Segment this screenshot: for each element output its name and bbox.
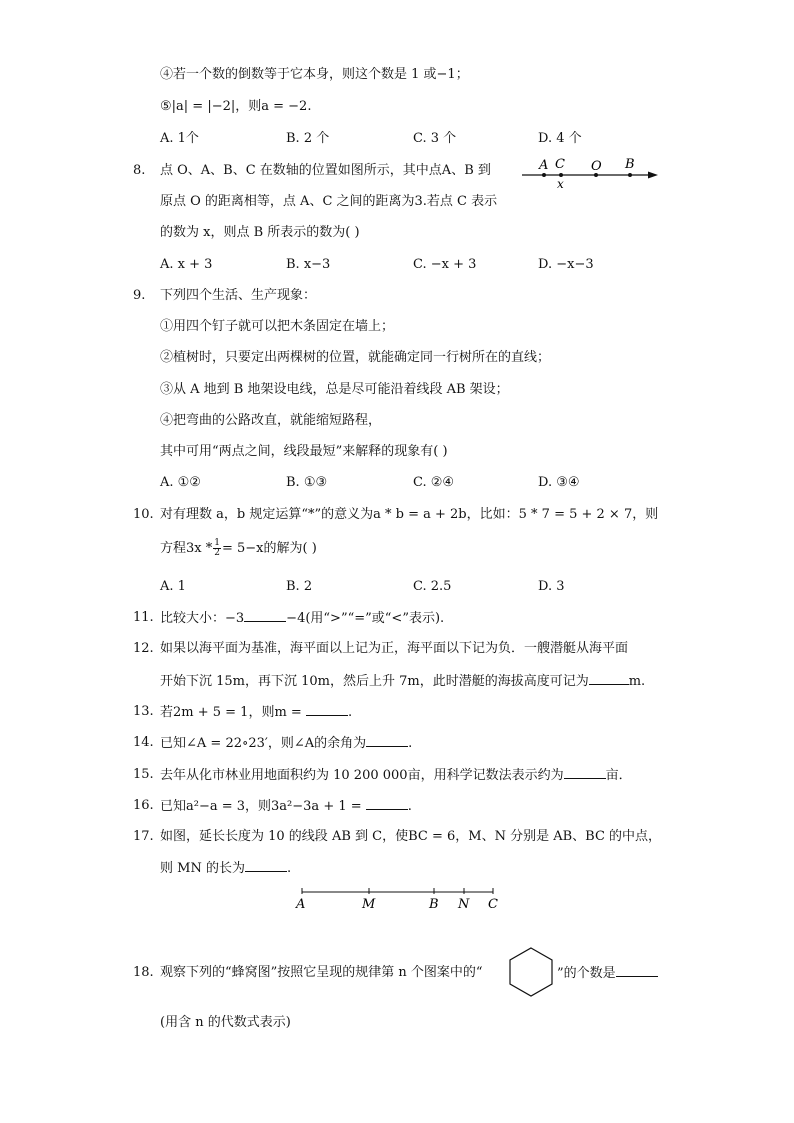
q12-text-line2 xyxy=(160,672,645,691)
q9-item-4: ④把弯曲的公路改直，就能缩短路程， xyxy=(160,413,382,428)
hexagon-icon xyxy=(508,946,554,998)
q16-answer-blank xyxy=(366,797,408,810)
q17-answer-blank xyxy=(245,859,287,872)
label-m: M xyxy=(362,897,376,912)
q17-text-pre: 则 MN 的长为 xyxy=(160,861,245,876)
point-a-dot xyxy=(542,173,546,177)
q10-equation-post: = 5−x的解为( ) xyxy=(221,541,317,556)
q7-option-c: C. 3 个 xyxy=(413,131,457,146)
q14-text xyxy=(160,734,412,753)
q12-text-pre: 开始下沉 15m，再下沉 10m，然后上升 7m，此时潜艇的海拔高度可记为 xyxy=(160,674,589,689)
q8-number: 8. xyxy=(133,163,146,178)
q17-text-line1: 如图，延长长度为 10 的线段 AB 到 C，使BC = 6，M、N 分别是 AB、BC 的中点， xyxy=(160,829,662,844)
q13-text xyxy=(160,703,352,722)
q18-text-pre: 观察下列的“蜂窝图”按照它呈现的规律第 n 个图案中的“ xyxy=(160,965,483,980)
fraction-numerator: 1 xyxy=(214,538,220,548)
q14-text-pre: 已知∠A = 22∘23′，则∠A的余角为 xyxy=(160,736,367,751)
q9-intro: 下列四个生活、生产现象： xyxy=(160,288,317,303)
q15-text xyxy=(160,766,632,785)
label-a: A xyxy=(539,158,549,173)
q9-item-1: ①用四个钉子就可以把木条固定在墙上； xyxy=(160,319,395,334)
q10-text-line1: 对有理数 a，b 规定运算“*”的意义为a * b = a + 2b，比如：5 * 7 = 5 + 2 × 7，则 xyxy=(160,507,659,522)
q14-number: 14. xyxy=(133,735,154,750)
q17-text-post: . xyxy=(286,861,292,876)
q12-number: 12. xyxy=(133,641,154,656)
label-n: N xyxy=(458,897,470,912)
q16-text xyxy=(160,797,412,816)
q18-note: (用含 n 的代数式表示) xyxy=(160,1015,291,1030)
q17-segment-figure xyxy=(290,880,505,914)
label-c: C xyxy=(555,157,565,172)
q16-text-pre: 已知a²−a = 3，则3a²−3a + 1 = xyxy=(160,799,362,814)
q8-option-a: A. x + 3 xyxy=(160,257,213,272)
q10-fraction xyxy=(213,539,221,558)
q13-answer-blank xyxy=(306,703,348,716)
q12-text-post: m. xyxy=(628,674,646,689)
q9-number: 9. xyxy=(133,288,146,303)
q18-text-post-label: ”的个数是 xyxy=(557,966,616,981)
q7-option-a: A. 1个 xyxy=(160,131,199,146)
q11-text-pre: 比较大小：−3 xyxy=(160,611,245,626)
q11-text-post: −4(用“>”“=”或“<”表示). xyxy=(286,611,445,626)
label-x: x xyxy=(557,177,564,191)
point-b-dot xyxy=(628,173,632,177)
q10-text-line2 xyxy=(160,537,317,561)
q8-option-d: D. −x−3 xyxy=(538,257,594,272)
q16-text-post: . xyxy=(407,799,412,814)
q9-option-d: D. ③④ xyxy=(538,475,580,490)
label-b: B xyxy=(625,157,635,172)
label-a: A xyxy=(296,897,306,912)
q9-item-3: ③从 A 地到 B 地架设电线，总是尽可能沿着线段 AB 架设； xyxy=(160,382,509,397)
q18-answer-blank xyxy=(616,964,658,977)
q11-number: 11. xyxy=(133,610,154,625)
q17-number: 17. xyxy=(133,829,154,844)
label-c: C xyxy=(488,897,498,912)
q15-text-pre: 去年从化市林业用地面积约为 10 200 000亩，用科学记数法表示约为 xyxy=(160,768,564,783)
q8-text-line1: 点 O、A、B、C 在数轴的位置如图所示，其中点A、B 到 xyxy=(160,163,491,178)
q15-answer-blank xyxy=(564,766,606,779)
label-b: B xyxy=(429,897,439,912)
label-o: O xyxy=(591,159,602,174)
q9-option-a: A. ①② xyxy=(160,475,201,490)
number-line-arrow xyxy=(648,172,658,179)
q8-option-b: B. x−3 xyxy=(286,257,331,272)
q15-text-post: 亩． xyxy=(605,768,632,783)
q8-number-line-figure xyxy=(520,152,665,194)
q17-text-line2 xyxy=(160,859,291,878)
q13-text-pre: 若2m + 5 = 1，则m = xyxy=(160,705,302,720)
q9-option-c: C. ②④ xyxy=(413,475,455,490)
q14-text-post: . xyxy=(408,736,413,751)
q10-equation-pre: 方程3x * xyxy=(160,541,213,556)
q10-option-d: D. 3 xyxy=(538,579,565,594)
q11-answer-blank xyxy=(244,609,286,622)
q13-number: 13. xyxy=(133,704,154,719)
q7-statement-4: ④若一个数的倒数等于它本身，则这个数是 1 或−1； xyxy=(160,67,469,82)
q9-option-b: B. ①③ xyxy=(286,475,328,490)
q8-text-line2: 原点 O 的距离相等，点 A、C 之间的距离为3.若点 C 表示 xyxy=(160,194,498,209)
q7-statement-5: ⑤|a| = |−2|，则a = −2. xyxy=(160,99,312,114)
q9-question: 其中可用“两点之间，线段最短”来解释的现象有( ) xyxy=(160,444,448,459)
q14-answer-blank xyxy=(366,734,408,747)
q13-text-post: . xyxy=(347,705,353,720)
fraction-denominator: 2 xyxy=(214,548,220,558)
q18-text-post xyxy=(557,964,658,983)
q16-number: 16. xyxy=(133,798,154,813)
q8-option-c: C. −x + 3 xyxy=(413,257,477,272)
q15-number: 15. xyxy=(133,767,154,782)
q7-option-b: B. 2 个 xyxy=(286,131,330,146)
q8-text-line3: 的数为 x，则点 B 所表示的数为( ) xyxy=(160,225,360,240)
q12-answer-blank xyxy=(589,672,629,685)
q10-option-b: B. 2 xyxy=(286,579,313,594)
q10-number: 10. xyxy=(133,507,154,522)
q7-option-d: D. 4 个 xyxy=(538,131,582,146)
q10-option-a: A. 1 xyxy=(160,579,186,594)
q12-text-line1: 如果以海平面为基准，海平面以上记为正，海平面以下记为负．一艘潜艇从海平面 xyxy=(160,641,629,656)
q9-item-2: ②植树时，只要定出两棵树的位置，就能确定同一行树所在的直线； xyxy=(160,350,551,365)
q10-option-c: C. 2.5 xyxy=(413,579,452,594)
q11-text xyxy=(160,609,444,628)
q18-number: 18. xyxy=(133,965,154,980)
